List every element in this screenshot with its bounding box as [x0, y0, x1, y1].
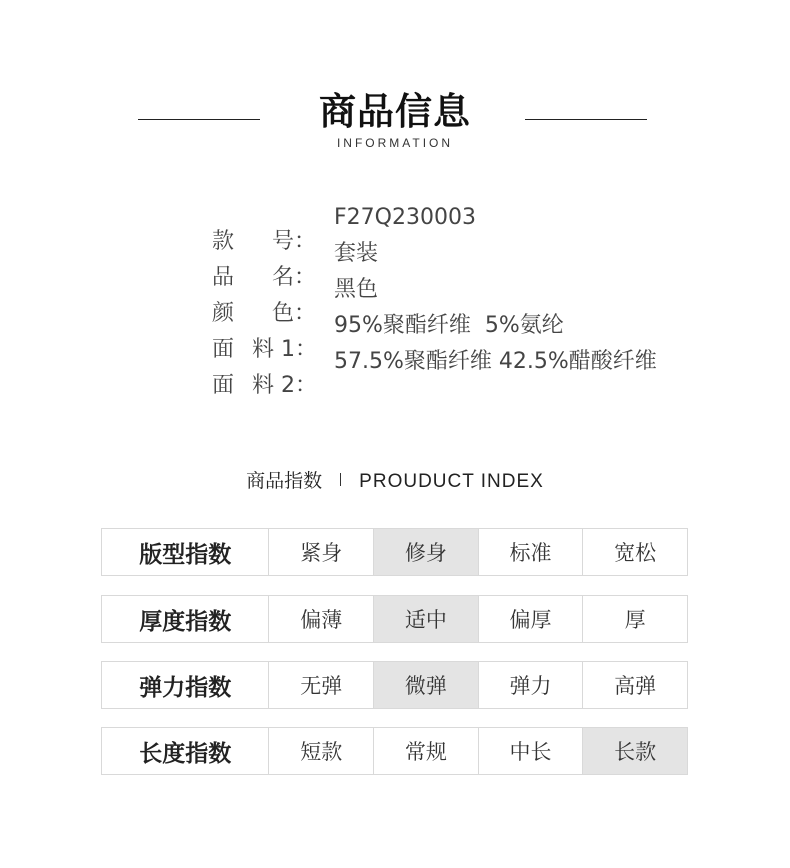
index-option: 偏薄	[268, 596, 373, 642]
index-option: 短款	[268, 728, 373, 774]
info-label-char: 面	[212, 373, 235, 398]
index-row-length	[101, 727, 688, 775]
index-option-selected: 修身	[373, 529, 478, 575]
index-row-fit	[101, 528, 688, 576]
info-value: F27Q230003	[334, 205, 476, 230]
index-option: 厚	[582, 596, 687, 642]
index-row-label: 长度指数	[139, 740, 232, 767]
info-label-char: 面	[212, 337, 235, 362]
index-option-selected: 微弹	[373, 662, 478, 708]
index-option: 高弹	[582, 662, 687, 708]
info-value: 57.5%聚酯纤维 42.5%醋酸纤维	[334, 349, 657, 374]
index-option: 紧身	[268, 529, 373, 575]
info-label-char: 色：	[272, 301, 317, 326]
index-row-elasticity	[101, 661, 688, 709]
info-label-char: 颜	[212, 301, 235, 326]
info-label-char: 料 2：	[252, 373, 317, 398]
info-label-char: 名：	[272, 265, 317, 290]
page-subtitle: INFORMATION	[336, 136, 454, 150]
index-option-selected: 长款	[582, 728, 687, 774]
header-divider	[340, 473, 341, 486]
index-option: 常规	[373, 728, 478, 774]
info-value: 黑色	[334, 277, 379, 302]
index-header-en: PROUDUCT INDEX	[359, 471, 544, 492]
index-row-label: 弹力指数	[139, 674, 232, 701]
index-header-cn: 商品指数	[246, 470, 323, 492]
info-label-char: 号：	[272, 229, 317, 254]
index-option-selected: 适中	[373, 596, 478, 642]
index-option: 弹力	[478, 662, 583, 708]
info-label-char: 料 1：	[252, 337, 317, 362]
page-title: 商品信息	[319, 90, 471, 133]
index-option: 无弹	[268, 662, 373, 708]
index-option: 中长	[478, 728, 583, 774]
product-info-list	[212, 200, 657, 398]
index-section-header	[0, 466, 790, 497]
index-option: 偏厚	[478, 596, 583, 642]
index-option: 标准	[478, 529, 583, 575]
index-row-thickness	[101, 595, 688, 643]
index-row-label: 厚度指数	[139, 608, 232, 635]
info-label-char: 款	[212, 229, 235, 254]
info-value: 套装	[334, 241, 379, 266]
index-option: 宽松	[582, 529, 687, 575]
index-row-label: 版型指数	[139, 541, 232, 568]
info-label-char: 品	[212, 265, 235, 290]
info-value: 95%聚酯纤维 5%氨纶	[334, 313, 564, 338]
